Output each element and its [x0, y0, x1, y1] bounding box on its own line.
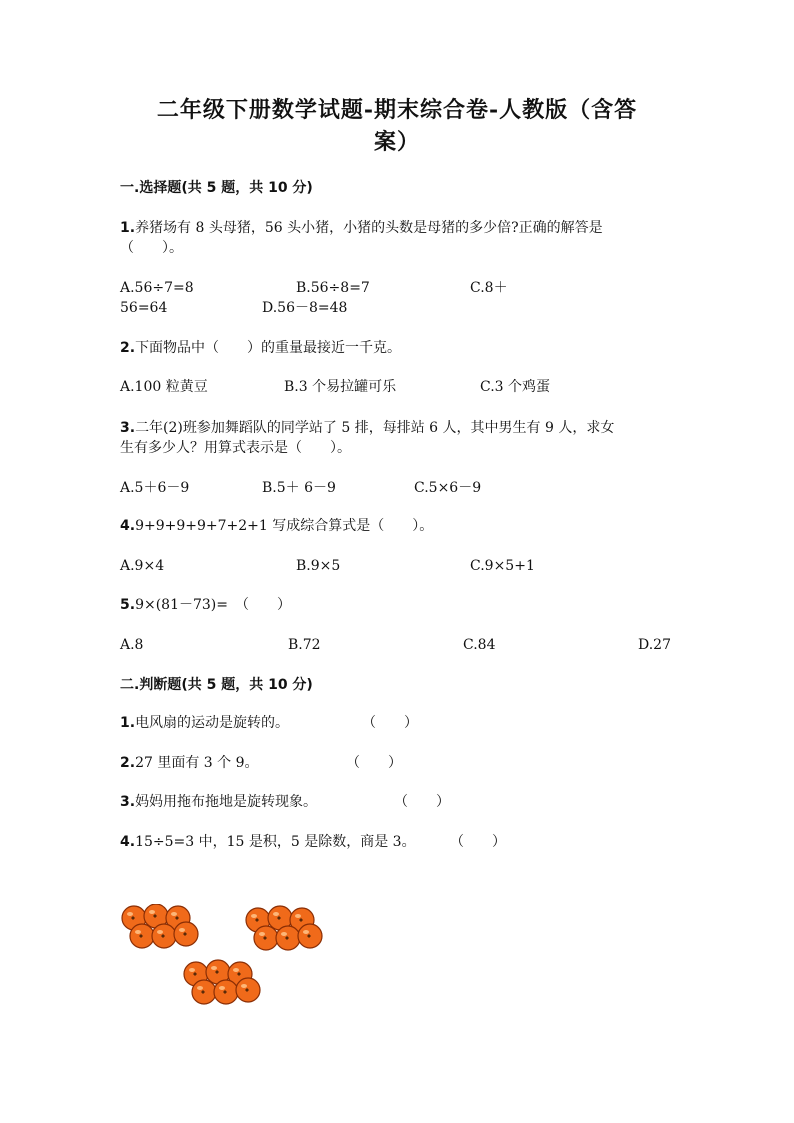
answer-blank: （ ） [394, 794, 450, 810]
orange-fruit-icon [236, 978, 260, 1002]
question-text: 妈妈用拖布拖地是旋转现象。 [135, 794, 318, 810]
orange-fruit-icon [214, 980, 238, 1004]
question-number: 2. [120, 755, 136, 771]
orange-fruit-icon [130, 924, 154, 948]
option-c: C.84 [463, 637, 496, 653]
answer-blank: （ ） [362, 715, 418, 731]
option-a: A.100 粒黄豆 [120, 379, 208, 395]
option-a: A.56÷7=8 [120, 280, 194, 296]
judgement-question-3 [120, 792, 317, 812]
orange-fruit-icon [298, 924, 322, 948]
orange-fruit-icon [254, 926, 278, 950]
option-c: C.8＋ [470, 280, 508, 296]
question-text: 9+9+9+9+7+2+1 写成综合算式是（ ）。 [135, 518, 434, 534]
option-b: B.3 个易拉罐可乐 [284, 379, 397, 395]
option-c-cont: 56=64 [120, 300, 168, 316]
question-text: 下面物品中（ ）的重量最接近一千克。 [135, 340, 402, 356]
question-3-stem [120, 418, 614, 438]
orange-fruit-icon [174, 922, 198, 946]
question-2-stem [120, 338, 401, 358]
orange-fruit-icon [276, 926, 300, 950]
orange-fruit-icon [192, 980, 216, 1004]
question-text: 27 里面有 3 个 9。 [135, 755, 259, 771]
question-4-stem [120, 516, 433, 536]
question-number: 1. [120, 715, 136, 731]
option-d: D.27 [638, 637, 671, 653]
question-text: 二年(2)班参加舞蹈队的同学站了 5 排，每排站 6 人，其中男生有 9 人，求女 [135, 420, 615, 436]
option-c: C.9×5+1 [470, 558, 535, 574]
option-a: A.8 [120, 637, 144, 653]
judgement-question-1 [120, 713, 289, 733]
question-text: 9×(81－73)= （ ） [135, 597, 291, 613]
orange-group [246, 906, 322, 950]
answer-blank: （ ） [450, 834, 506, 850]
question-3-stem-cont: 生有多少人？用算式表示是（ ）。 [120, 440, 351, 456]
option-a: A.5＋6－9 [120, 480, 190, 496]
question-number: 2. [120, 340, 136, 356]
question-text: 15÷5=3 中，15 是积，5 是除数，商是 3。 [135, 834, 416, 850]
option-d: D.56－8=48 [262, 300, 348, 316]
option-c: C.3 个鸡蛋 [480, 379, 551, 395]
question-5-stem [120, 595, 291, 615]
orange-fruit-icon [152, 924, 176, 948]
section-heading-judgement: 二.判断题(共 5 题，共 10 分) [120, 677, 313, 693]
option-b: B.9×5 [296, 558, 341, 574]
judgement-question-4 [120, 832, 416, 852]
question-number: 3. [120, 794, 136, 810]
title-line-2: 案） [373, 129, 420, 155]
question-text: 养猪场有 8 头母猪，56 头小猪，小猪的头数是母猪的多少倍?正确的解答是 [135, 220, 603, 236]
page-title [120, 94, 674, 158]
oranges-illustration [120, 904, 336, 1014]
option-b: B.72 [288, 637, 321, 653]
answer-blank: （ ） [346, 755, 402, 771]
question-number: 4. [120, 518, 136, 534]
question-number: 5. [120, 597, 136, 613]
judgement-question-2 [120, 753, 259, 773]
question-1-stem-cont: （ ）。 [120, 240, 183, 256]
question-number: 4. [120, 834, 136, 850]
orange-group [122, 904, 198, 948]
question-1-stem [120, 218, 603, 238]
option-b: B.5＋ 6－9 [262, 480, 336, 496]
section-heading-choice: 一.选择题(共 5 题，共 10 分) [120, 180, 313, 196]
question-number: 3. [120, 420, 136, 436]
question-text: 电风扇的运动是旋转的。 [135, 715, 290, 731]
oranges-figure [120, 904, 336, 1014]
option-c: C.5×6－9 [414, 480, 482, 496]
question-number: 1. [120, 220, 136, 236]
orange-group [184, 960, 260, 1004]
option-b: B.56÷8=7 [296, 280, 370, 296]
option-a: A.9×4 [120, 558, 165, 574]
title-line-1: 二年级下册数学试题-期末综合卷-人教版（含答 [156, 97, 638, 123]
